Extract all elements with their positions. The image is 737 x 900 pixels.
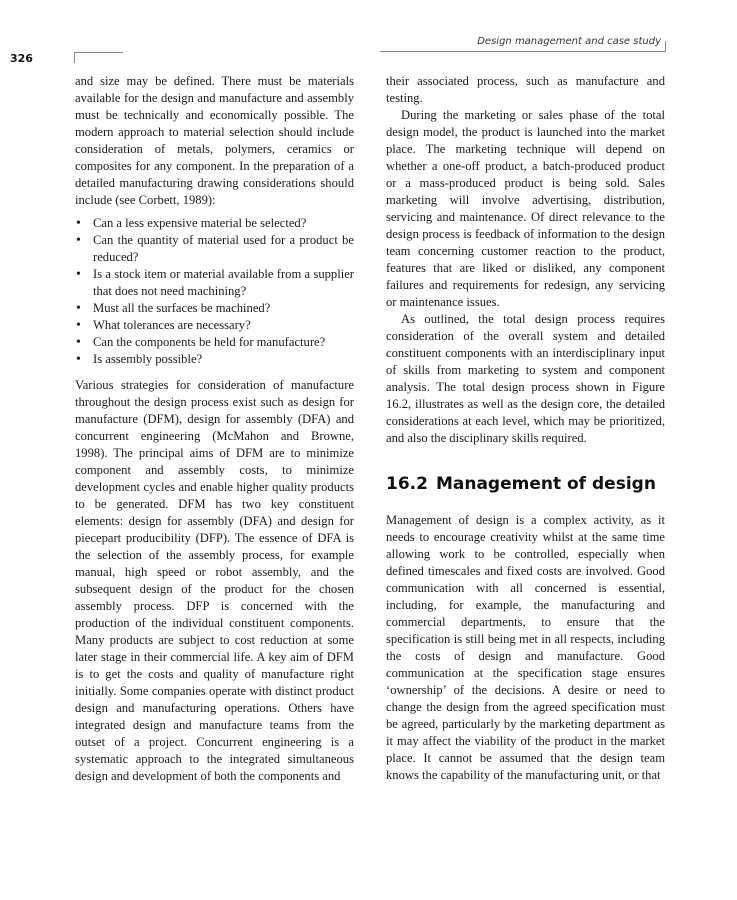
list-item: • Is a stock item or material available from a supplier that does not need machining? bbox=[75, 266, 354, 300]
right-paragraph-1: their associated process, such as manufacture and testing. bbox=[386, 74, 665, 105]
header-rule-left bbox=[74, 52, 123, 63]
left-column bbox=[75, 73, 354, 785]
list-item: • Can the components be held for manufacture? bbox=[75, 334, 354, 351]
section-heading bbox=[386, 473, 665, 495]
section-number: 16.2 bbox=[386, 474, 428, 494]
right-paragraph-3: As outlined, the total design process requires consideration of the overall system and detailed constituent components with an interdisciplinary input of skills from marketing to system and component analysis. The total design process shown in Figure 16.2, illustrates as well as the design core, the detailed considerations at each level, which may be prioritized, and also the disciplinary skills required. bbox=[386, 312, 665, 445]
header-rule-tick bbox=[665, 41, 666, 52]
list-item: • What tolerances are necessary? bbox=[75, 317, 354, 334]
right-paragraph-2: During the marketing or sales phase of the total design model, the product is launched into the market place. The marketing technique will depend on whether a one-off product, a batch-produced product or a mass-produced product is being sold. Sales marketing will involve advertising, distribution, servicing and maintenance. Of direct relevance to the design process is feedback of information to the design team concerning customer reaction to the product, features that are liked or disliked, any component failures and requirements for redesign, any servicing or maintenance issues. bbox=[386, 108, 665, 309]
list-item: • Is assembly possible? bbox=[75, 351, 354, 368]
left-paragraph-1: and size may be defined. There must be materials available for the design and manufacture and assembly must be technically and economically possible. The modern approach to material selection should include consideration of metals, polymers, ceramics or composites for any component. In the preparation of a detailed manufacturing drawing considerations should include (see Corbett, 1989): bbox=[75, 74, 354, 207]
page-number: 326 bbox=[10, 52, 33, 65]
right-column bbox=[386, 73, 665, 784]
considerations-list bbox=[75, 215, 354, 368]
list-item: • Can the quantity of material used for a product be reduced? bbox=[75, 232, 354, 266]
left-paragraph-2: Various strategies for consideration of manufacture throughout the design process exist such as design for manufacture (DFM), design for assembly (DFA) and concurrent engineering (McMahon and Browne, 1998). The principal aims of DFM are to minimize component and assembly costs, to minimize development cycles and enable higher quality products to be generated. DFM has two key constituent elements: design for assembly (DFA) and design for piecepart producibility (DFP). The essence of DFA is the selection of the assembly process, for example manual, high speed or robot assembly, and the subsequent design of the product for the chosen assembly process. DFP is concerned with the production of the individual constituent components. Many products are subject to cost reduction at some later stage in their commercial life. A key aim of DFM is to get the costs and quality of manufacture right initially. Some companies operate with distinct product design and manufacturing operations. Others have integrated design and manufacture teams from the outset of a project. Concurrent engineering is a systematic approach to the integrated simultaneous design and development of both the components and bbox=[75, 378, 354, 783]
running-head: Design management and case study bbox=[477, 36, 661, 47]
list-item: • Can a less expensive material be selected? bbox=[75, 215, 354, 232]
right-paragraph-4: Management of design is a complex activity, as it needs to encourage creativity whilst at the same time allowing work to be controlled, especially when defined timescales and fixed costs are involved. Good communication with all concerned is essential, including, for example, the manufacturing and commercial departments, to ensure that the specification is still being met in all respects, including the costs of design and manufacture. Good communication at the specification stage ensures ‘ownership’ of the decisions. A desire or need to change the design from the agreed specification must be agreed, particularly by the marketing department as it may affect the viability of the product in the market place. It cannot be assumed that the design team knows the capability of the manufacturing unit, or that bbox=[386, 513, 665, 782]
header-rule-right bbox=[380, 51, 665, 52]
section-title: Management of design bbox=[435, 474, 656, 494]
list-item: • Must all the surfaces be machined? bbox=[75, 300, 354, 317]
